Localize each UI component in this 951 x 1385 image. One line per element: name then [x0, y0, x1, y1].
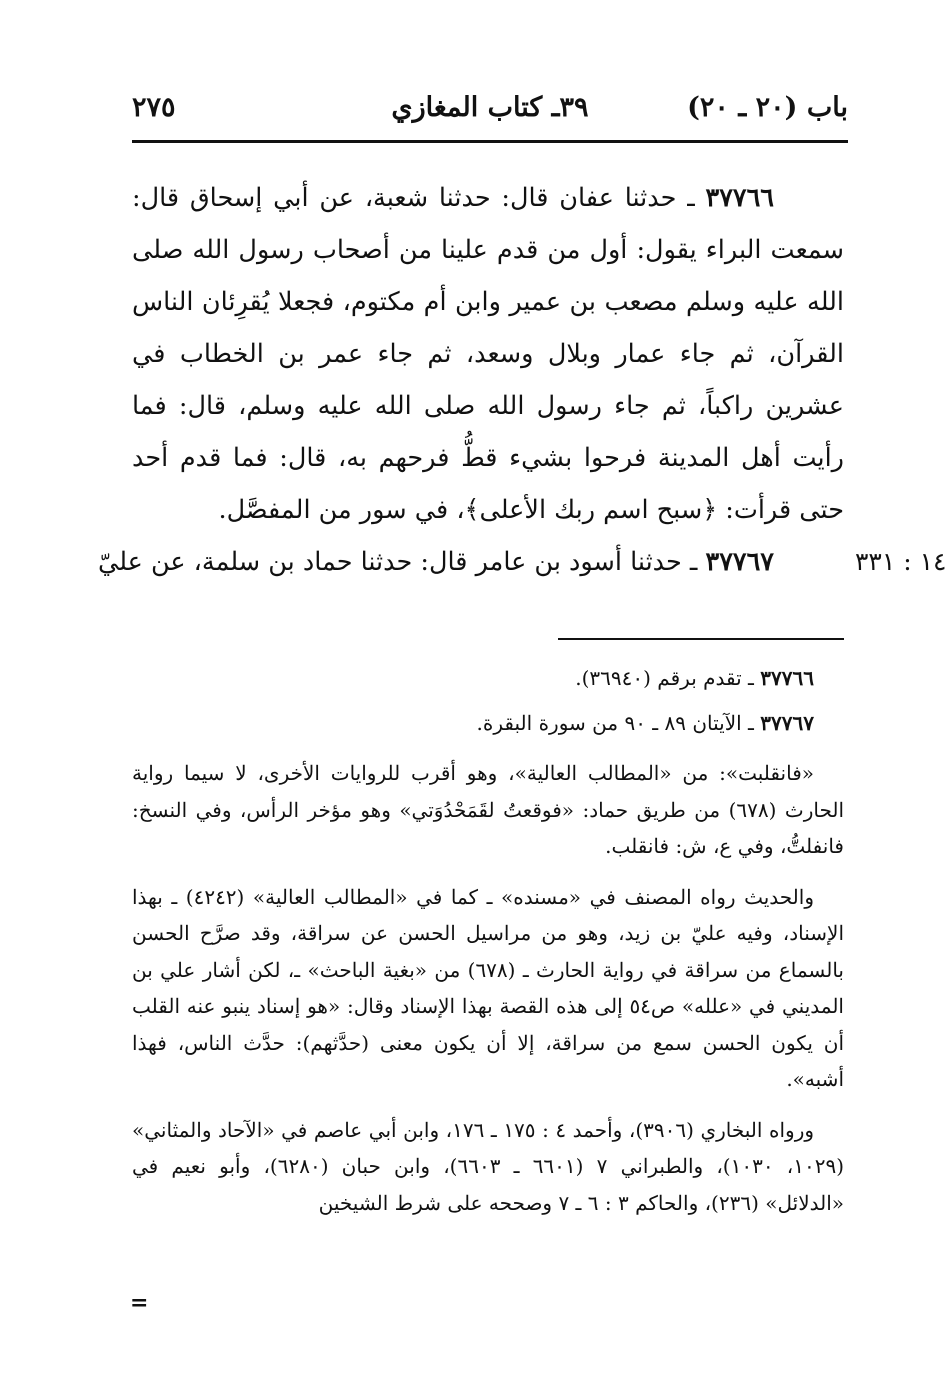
page-number: ٢٧٥ — [132, 92, 176, 123]
margin-reference: ١٤ : ٣٣١ — [855, 547, 947, 576]
hadith-number: ٣٧٧٦٧ — [705, 547, 774, 577]
hadith-number: ٣٧٧٦٦ — [705, 183, 774, 213]
footnote-ref: ٣٧٧٦٦ — [760, 666, 814, 690]
header-rule — [132, 140, 848, 143]
footnote-text: «فانقلبت»: من «المطالب العالية»، وهو أقرب للروايات الأخرى، لا سيما رواية الحارث (٦٧٨) من طريق حماد: «فوقعتُ لقَمَحْدُوَتي» وهو مؤخر الرأس، وفي النسخ: فانفلتُّ، وفي ع، ش: فانقلب. — [132, 761, 845, 858]
book-title: ٣٩ـ كتاب المغازي — [391, 92, 589, 123]
hadith-paragraph — [132, 172, 844, 536]
footnote-text: والحديث رواه المصنف في «مسنده» ـ كما في «المطالب العالية» (٤٢٤٢) ـ بهذا الإسناد، وفيه عليّ بن زيد، وهو من مراسيل الحسن عن سراقة، وقد صرَّح الحسن بالسماع من سراقة في رواية الحارث ـ (٦٧٨) من «بغية الباحث» ـ، لكن أشار علي بن المديني في «علله» ص٥٤ إلى هذه القصة بهذا الإسناد وقال: «هو إسناد ينبو عنه القلب أن يكون الحسن سمع من سراقة، إلا أن يكون معنى (حدَّثهم): حدَّث الناس، فهذا أشبه». — [132, 884, 845, 1091]
footnote — [132, 755, 844, 865]
hadith-paragraph — [97, 536, 844, 588]
main-text — [132, 172, 844, 536]
footnote-rule — [558, 638, 844, 640]
footnote — [132, 879, 844, 1098]
footnote-text: ـ الآيتان ٨٩ ـ ٩٠ من سورة البقرة. — [476, 710, 754, 735]
footnote-text: ورواه البخاري (٣٩٠٦)، وأحمد ٤ : ١٧٥ ـ ١٧٦، وابن أبي عاصم في «الآحاد والمثاني» (١٠٢٩، ١٠٣٠)، والطبراني ٧ (٦٦٠١ ـ ٦٦٠٣)، وابن حبان (٦٢٨٠)، وأبو نعيم في «الدلائل» (٢٣٦)، والحاكم ٣ : ٦ ـ ٧ وصححه على شرط الشيخين — [132, 1117, 844, 1215]
footnote-text: ـ تقدم برقم (٣٦٩٤٠). — [575, 666, 754, 690]
footnote — [132, 705, 844, 742]
continuation-mark: = — [130, 1290, 149, 1316]
chapter-title: باب (٢٠ ـ ٢٠) — [687, 92, 848, 123]
footnote-ref: ٣٧٧٦٧ — [760, 710, 814, 735]
footnote — [132, 1112, 844, 1222]
footnote — [132, 660, 844, 697]
hadith-text: ـ حدثنا عفان قال: حدثنا شعبة، عن أبي إسحاق قال: سمعت البراء يقول: أول من قدم علينا من أصحاب رسول الله صلى الله عليه وسلم مصعب بن عمير وابن أم مكتوم، فجعلا يُقرِئان الناس القرآن، ثم جاء عمار وبلال وسعد، ثم جاء عمر بن الخطاب في عشرين راكباً، ثم جاء رسول الله صلى الله عليه وسلم، قال: فما رأيت أهل المدينة فرحوا بشيء قطُّ فرحهم به، قال: فما قدم أحد حتى قرأت: ﴿سبح اسم ربك الأعلى﴾، في سور من المفصَّل. — [132, 183, 844, 525]
hadith-text: ـ حدثنا أسود بن عامر قال: حدثنا حماد بن سلمة، عن عليّ — [97, 547, 698, 577]
page-header — [132, 92, 848, 138]
footnotes — [132, 660, 844, 1235]
